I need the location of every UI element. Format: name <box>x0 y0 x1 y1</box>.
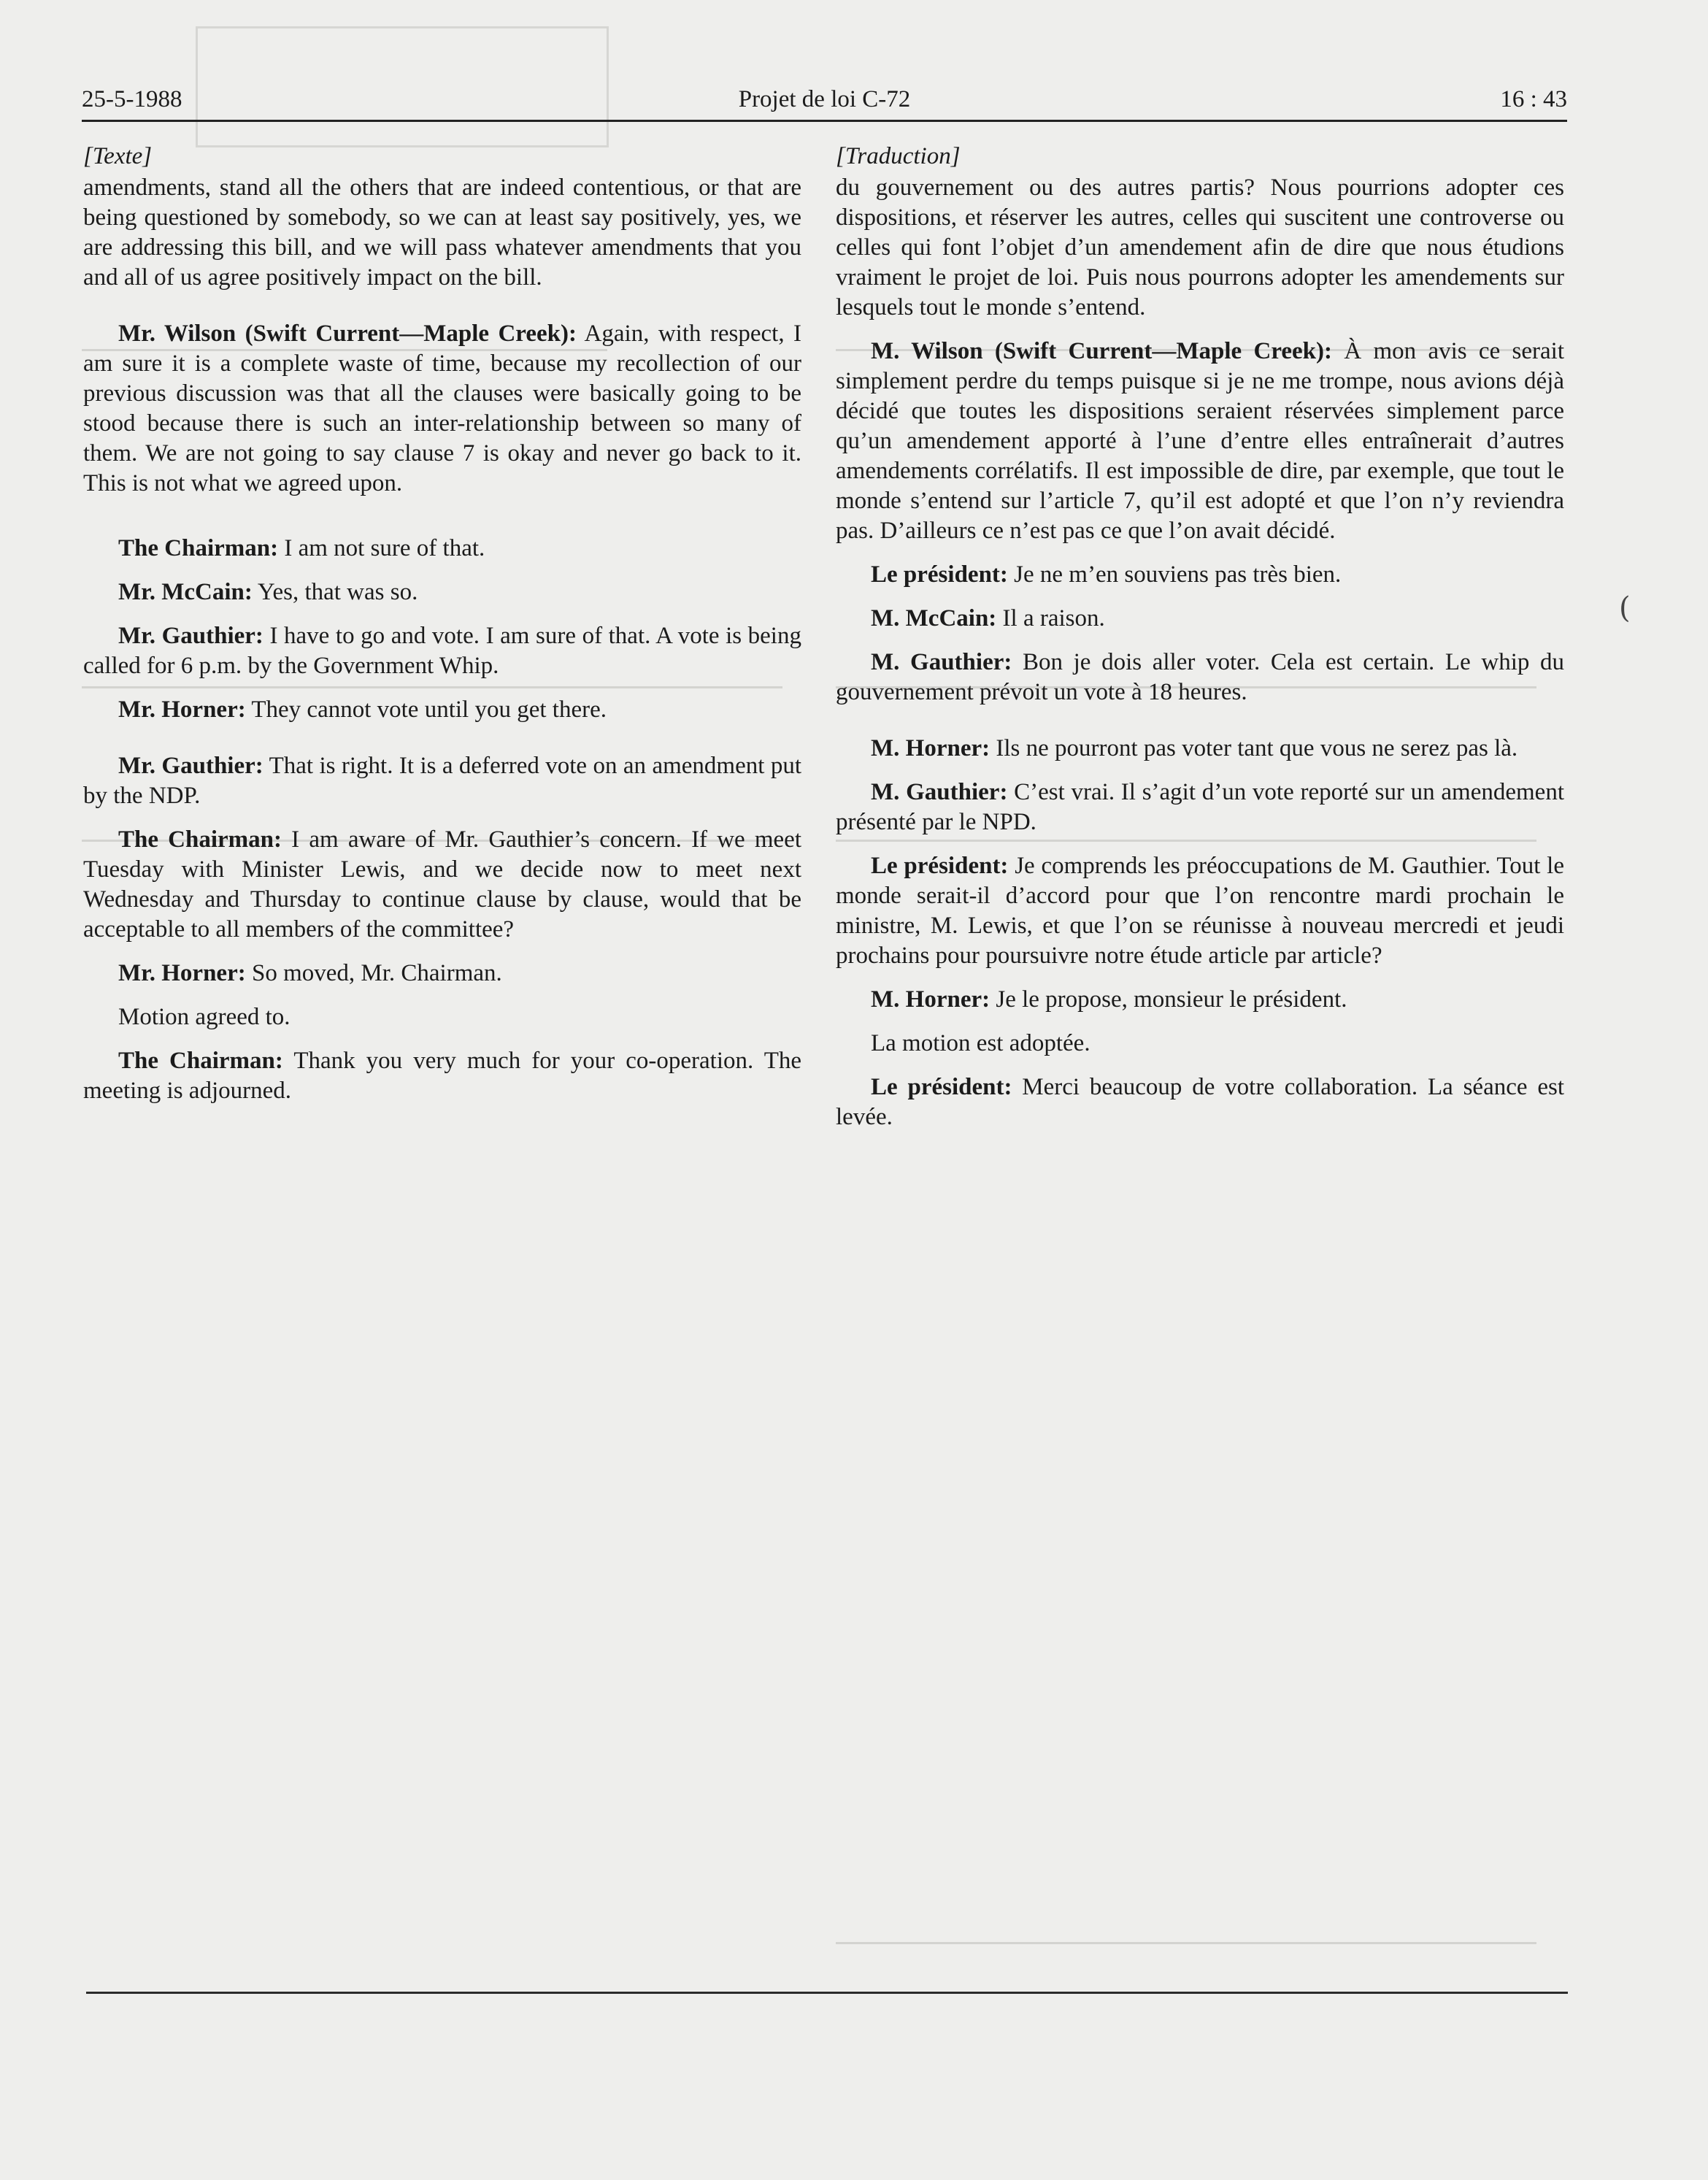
paragraph-text: Merci beaucoup de votre collaboration. La séance est levée. <box>836 1074 1565 1130</box>
speaker-name: Le président: <box>871 853 1009 879</box>
header-date: 25-5-1988 <box>82 86 182 112</box>
paragraph-text: Ils ne pourront pas voter tant que vous ne serez pas là. <box>990 735 1518 761</box>
paragraph <box>836 985 1564 1015</box>
paragraph-text: Je le propose, monsieur le président. <box>990 986 1347 1013</box>
paragraph-text: Again, with respect, I am sure it is a complete waste of time, because my recollection of our previous discussion was that all the clauses were basically going to be stood because there is such an inter-relationship between so many of them. We are not going to say clause 7 is okay and never go back to it. This is not what we agreed upon. <box>83 321 801 496</box>
paragraph <box>836 734 1564 764</box>
paragraph-text: That is right. It is a deferred vote on an amendment put by the NDP. <box>83 753 801 809</box>
paragraph-text: amendments, stand all the others that are indeed contentious, or that are being questioned by somebody, so we can at least say positively, yes, we are addressing this bill, and we will pass whatever amendments that you and all of us agree positively impact on the bill. <box>83 174 801 291</box>
paragraph <box>836 337 1564 546</box>
paragraph-text: du gouvernement ou des autres partis? Nous pourrions adopter ces dispositions, et réserver les autres, celles qui suscitent une controverse ou celles qui font l’objet d’un amendement afin de dire que nous étudions vraiment le projet de loi. Puis nous pourrons adopter les amendements sur lesquels tout le monde s’entend. <box>836 174 1564 321</box>
paragraph-text: À mon avis ce serait simplement perdre du temps puisque si je ne me trompe, nous avions déjà décidé que toutes les dispositions seraient réservées simplement parce qu’un amendement apporté à l’une d’entre elles entraînerait d’autres amendements corrélatifs. Il est impossible de dire, par exemple, que tout le monde s’entend sur l’article 7, qu’il est adopté et que l’on n’y reviendra pas. D’ailleurs ce n’est pas ce que l’on avait décidé. <box>836 338 1564 544</box>
speaker-name: Le président: <box>871 561 1008 588</box>
paragraph-text: I am not sure of that. <box>278 535 485 561</box>
paragraph-text: Je ne m’en souviens pas très bien. <box>1007 561 1342 588</box>
paragraph <box>83 959 801 989</box>
running-header <box>82 82 1567 118</box>
speaker-name: M. Wilson (Swift Current—Maple Creek): <box>871 338 1333 364</box>
speaker-name: Mr. Horner: <box>118 696 246 723</box>
paragraph-text: I have to go and vote. I am sure of that. A vote is being called for 6 p.m. by the Government Whip. <box>83 623 801 679</box>
speaker-name: M. Gauthier: <box>871 649 1012 675</box>
header-page-number: 16 : 43 <box>1500 86 1567 112</box>
paragraph <box>83 621 801 681</box>
paragraph <box>83 534 801 564</box>
speaker-name: M. Gauthier: <box>871 779 1008 805</box>
margin-mark: ( <box>1619 591 1631 625</box>
paragraph-text: C’est vrai. Il s’agit d’un vote reporté sur un amendement présenté par le NPD. <box>836 779 1564 835</box>
speaker-name: Mr. Wilson (Swift Current—Maple Creek): <box>118 321 577 347</box>
speaker-name: Mr. Gauthier: <box>118 753 263 779</box>
paragraph <box>83 173 801 293</box>
paragraph-text: Thank you very much for your co-operation. The meeting is adjourned. <box>83 1048 802 1104</box>
paragraph <box>836 778 1564 837</box>
paragraph <box>836 560 1564 590</box>
paragraph-text: La motion est adoptée. <box>871 1030 1090 1056</box>
paragraph <box>836 851 1564 971</box>
speaker-name: M. McCain: <box>871 605 997 632</box>
english-column <box>83 142 801 1120</box>
bleed-through-rule <box>836 1942 1536 1944</box>
paragraph <box>83 751 801 811</box>
paragraph-text: Yes, that was so. <box>252 579 418 605</box>
speaker-name: Mr. Horner: <box>118 960 246 986</box>
paragraph <box>836 648 1564 707</box>
paragraph <box>83 1046 801 1106</box>
speaker-name: Le président: <box>871 1074 1012 1100</box>
paragraph <box>836 1072 1564 1132</box>
column-tag: [Texte] <box>83 143 153 169</box>
speaker-name: The Chairman: <box>118 826 282 853</box>
paragraph-text: Il a raison. <box>996 605 1105 632</box>
column-tag: [Traduction] <box>836 143 961 169</box>
speaker-name: Mr. McCain: <box>118 579 253 605</box>
paragraph <box>83 695 801 725</box>
header-bill-title: Projet de loi C-72 <box>738 86 911 112</box>
paragraph <box>836 173 1564 323</box>
footer-rule <box>86 1992 1568 1994</box>
paragraph-text: I am aware of Mr. Gauthier’s concern. If we meet Tuesday with Minister Lewis, and we decide now to meet next Wednesday and Thursday to continue clause by clause, would that be acceptable to all members of the committee? <box>83 826 801 943</box>
paragraph-text: So moved, Mr. Chairman. <box>245 960 502 986</box>
paragraph-text: They cannot vote until you get there. <box>245 696 607 723</box>
speaker-name: M. Horner: <box>871 735 990 761</box>
speaker-name: Mr. Gauthier: <box>118 623 263 649</box>
paragraph <box>83 577 801 607</box>
paragraph <box>83 319 801 499</box>
paragraph <box>836 1029 1564 1059</box>
speaker-name: M. Horner: <box>871 986 990 1013</box>
header-rule <box>82 120 1567 122</box>
paragraph <box>83 1002 801 1032</box>
speaker-name: The Chairman: <box>118 1048 283 1074</box>
paragraph-text: Bon je dois aller voter. Cela est certain. Le whip du gouvernement prévoit un vote à 18 heures. <box>836 649 1564 705</box>
speaker-name: The Chairman: <box>118 535 279 561</box>
paragraph-text: Je comprends les préoccupations de M. Gauthier. Tout le monde serait-il d’accord pour que l’on rencontre mardi prochain le ministre, M. Lewis, et que l’on se réunisse à nouveau mercredi et jeudi prochains pour poursuivre notre étude article par article? <box>836 853 1564 969</box>
paragraph-text: Motion agreed to. <box>118 1004 291 1030</box>
paragraph <box>836 604 1564 634</box>
paragraph <box>83 825 801 945</box>
french-column <box>836 142 1564 1146</box>
